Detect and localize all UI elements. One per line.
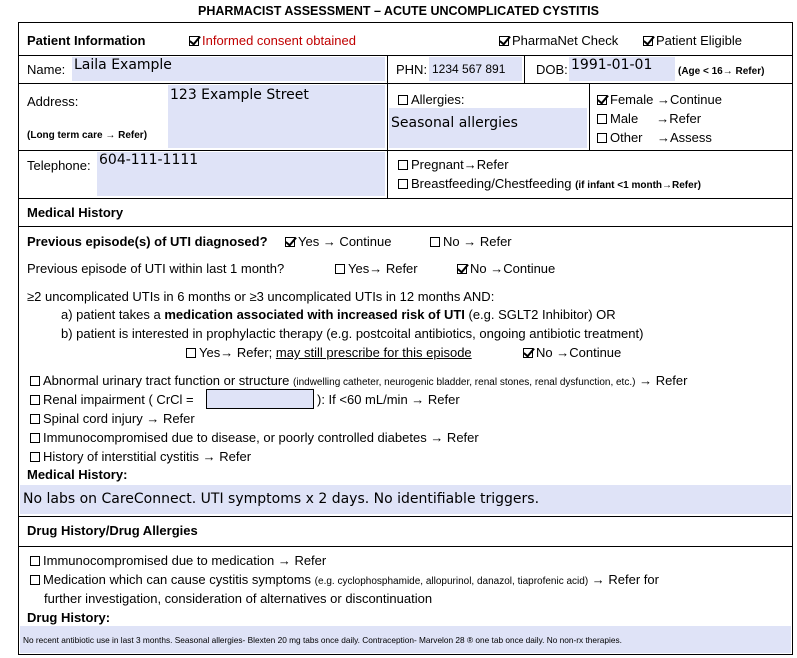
name-value: Laila Example [74, 57, 172, 73]
checkbox-icon [398, 179, 408, 189]
spinal-checkbox[interactable]: Spinal cord injury → Refer [30, 411, 195, 426]
phone-value: 604-111-1111 [99, 152, 199, 168]
male-checkbox[interactable]: Male →Refer [597, 111, 701, 126]
checkbox-icon [398, 95, 408, 105]
divider [524, 55, 525, 83]
q1-yes-checkbox[interactable]: Yes → Continue [285, 234, 391, 249]
checkbox-icon [30, 376, 40, 386]
female-checkbox[interactable]: Female →Continue [597, 92, 722, 107]
divider [18, 198, 793, 199]
pharmanet-checkbox[interactable]: PharmaNet Check [499, 33, 618, 48]
address-value: 123 Example Street [170, 87, 309, 103]
checkbox-icon [30, 395, 40, 405]
drug-notes-value: No recent antibiotic use in last 3 months. Seasonal allergies- Blexten 20 mg tabs once daily. Contraception- Marvelon 28 ® one tab once daily. No non-rx therapies. [23, 635, 622, 645]
patient-info-heading: Patient Information [27, 33, 146, 48]
name-label: Name: [27, 62, 66, 77]
other-checkbox[interactable]: Other →Assess [597, 130, 712, 145]
q3-label: ≥2 uncomplicated UTIs in 6 months or ≥3 uncomplicated UTIs in 12 months AND: [27, 289, 495, 304]
divider [18, 55, 793, 56]
checkbox-icon [430, 237, 440, 247]
divider [18, 546, 793, 547]
phn-value: 1234 567 891 [432, 62, 506, 76]
immuno-med-checkbox[interactable]: Immunocompromised due to medication → Refer [30, 553, 326, 568]
checkbox-checked-icon [597, 95, 607, 105]
checkbox-checked-icon [499, 36, 509, 46]
divider [387, 55, 388, 198]
drug-history-heading: Drug History/Drug Allergies [27, 523, 198, 538]
allergies-value: Seasonal allergies [391, 115, 518, 131]
allergies-checkbox[interactable]: Allergies: [398, 92, 464, 107]
q3b-label: b) patient is interested in prophylactic therapy (e.g. postcoital antibiotics, ongoing antibiotic treatment) [61, 326, 644, 341]
address-label: Address: [27, 94, 79, 109]
checkbox-icon [30, 452, 40, 462]
form-title: PHARMACIST ASSESSMENT – ACUTE UNCOMPLICATED CYSTITIS [198, 4, 599, 18]
breastfeeding-checkbox[interactable]: Breastfeeding/Chestfeeding (if infant <1 month→Refer) [398, 176, 701, 193]
checkbox-icon [30, 414, 40, 424]
q3a-label: a) patient takes a medication associated with increased risk of UTI (e.g. SGLT2 Inhibitor) OR [61, 307, 616, 322]
q3-yes-checkbox[interactable]: Yes→ Refer; may still prescribe for this episode [186, 345, 472, 360]
q1-label: Previous episode(s) of UTI diagnosed? [27, 234, 268, 249]
q1-no-checkbox[interactable]: No → Refer [430, 234, 512, 249]
renal-checkbox[interactable]: Renal impairment ( CrCl = [30, 392, 194, 407]
dob-note: (Age < 16→ Refer) [678, 66, 765, 77]
renal-note: ): If <60 mL/min → Refer [317, 392, 460, 407]
eligible-checkbox[interactable]: Patient Eligible [643, 33, 742, 48]
divider [18, 150, 793, 151]
checkbox-icon [597, 133, 607, 143]
q2-label: Previous episode of UTI within last 1 month? [27, 261, 285, 276]
cystitis-med-checkbox[interactable]: Medication which can cause cystitis symptoms (e.g. cyclophosphamide, allopurinol, danazol, tiaprofenic acid) → Refer for [30, 572, 659, 589]
q3-no-checkbox[interactable]: No →Continue [523, 345, 621, 360]
checkbox-checked-icon [457, 264, 467, 274]
cystitis-med-continuation: further investigation, consideration of alternatives or discontinuation [44, 591, 433, 606]
checkbox-checked-icon [189, 36, 199, 46]
checkbox-icon [597, 114, 607, 124]
medical-notes-value: No labs on CareConnect. UTI symptoms x 2 days. No identifiable triggers. [23, 491, 540, 507]
checkbox-icon [398, 160, 408, 170]
divider [589, 83, 590, 150]
checkbox-checked-icon [643, 36, 653, 46]
checkbox-icon [30, 556, 40, 566]
cystitis-checkbox[interactable]: History of interstitial cystitis → Refer [30, 449, 251, 464]
phn-label: PHN: [396, 62, 428, 77]
pregnant-checkbox[interactable]: Pregnant→Refer [398, 157, 509, 172]
divider [18, 83, 793, 84]
dob-label: DOB: [536, 62, 568, 77]
q2-yes-checkbox[interactable]: Yes→ Refer [335, 261, 418, 276]
checkbox-icon [30, 575, 40, 585]
checkbox-checked-icon [523, 348, 533, 358]
divider [18, 516, 793, 517]
phone-label: Telephone: [27, 158, 91, 173]
checkbox-icon [30, 433, 40, 443]
q2-no-checkbox[interactable]: No →Continue [457, 261, 555, 276]
crcl-input[interactable] [206, 389, 314, 409]
medical-notes-label: Medical History: [27, 467, 128, 482]
checkbox-icon [186, 348, 196, 358]
divider [18, 226, 793, 227]
checkbox-icon [335, 264, 345, 274]
ltc-note: (Long term care → Refer) [27, 130, 148, 141]
checkbox-checked-icon [285, 237, 295, 247]
immuno-disease-checkbox[interactable]: Immunocompromised due to disease, or poorly controlled diabetes → Refer [30, 430, 479, 445]
dob-value: 1991-01-01 [571, 57, 653, 73]
medical-history-heading: Medical History [27, 205, 124, 220]
consent-checkbox[interactable]: Informed consent obtained [189, 33, 356, 48]
abnormal-checkbox[interactable]: Abnormal urinary tract function or structure (indwelling catheter, neurogenic bladder, renal stones, renal dysfunction, etc.) → Refer [30, 373, 687, 390]
drug-notes-label: Drug History: [27, 610, 111, 625]
